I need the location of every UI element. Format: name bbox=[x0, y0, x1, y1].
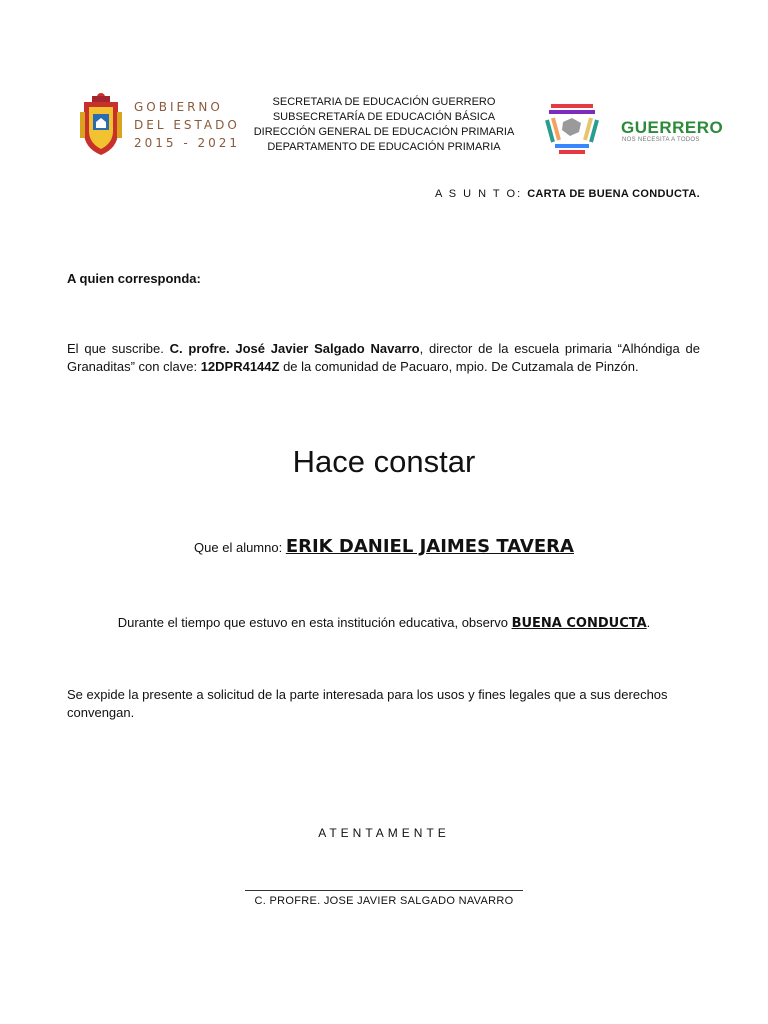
certificate-heading: Hace constar bbox=[292, 444, 476, 479]
greeting: A quien corresponda: bbox=[67, 271, 201, 286]
director-name: C. profre. José Javier Salgado Navarro bbox=[169, 341, 420, 356]
intro-text-1: El que suscribe. bbox=[67, 341, 170, 356]
header-line-direccion: DIRECCIÓN GENERAL DE EDUCACIÓN PRIMARIA bbox=[253, 126, 515, 138]
logo-text-years: 2015 - 2021 bbox=[134, 136, 241, 150]
student-line bbox=[0, 536, 768, 557]
conduct-statement bbox=[0, 615, 768, 631]
intro-text-2: , director de la escuela primaria “Alhóndiga de Granaditas” con clave: bbox=[67, 341, 701, 374]
state-coat-of-arms-icon bbox=[78, 92, 124, 156]
student-label: Que el alumno: bbox=[194, 540, 286, 555]
guerrero-brand-text: GUERRERO bbox=[621, 118, 724, 137]
intro-paragraph bbox=[67, 340, 700, 376]
guerrero-star-emblem-icon bbox=[543, 96, 601, 156]
logo-text-del-estado: DEL ESTADO bbox=[134, 118, 240, 132]
signature-line bbox=[245, 890, 523, 891]
subject-line bbox=[435, 188, 700, 200]
letterhead bbox=[238, 95, 530, 155]
intro-text-3: de la comunidad de Pacuaro, mpio. De Cutzamala de Pinzón. bbox=[279, 359, 639, 374]
guerrero-tagline: NOS NECESITA A TODOS bbox=[622, 137, 700, 143]
conduct-emphasis: BUENA CONDUCTA bbox=[511, 616, 647, 631]
subject-value: CARTA DE BUENA CONDUCTA. bbox=[527, 188, 700, 200]
student-name: ERIK DANIEL JAIMES TAVERA bbox=[285, 536, 574, 557]
closing-paragraph: Se expide la presente a solicitud de la parte interesada para los usos y fines legales que a sus derechos convengan. bbox=[67, 687, 668, 720]
header-line-subsecretaria: SUBSECRETARÍA DE EDUCACIÓN BÁSICA bbox=[272, 111, 496, 123]
conduct-period: . bbox=[646, 615, 651, 630]
subject-label: A S U N T O: bbox=[434, 188, 528, 200]
guerrero-logo bbox=[543, 96, 723, 156]
header-line-departamento: DEPARTAMENTO DE EDUCACIÓN PRIMARIA bbox=[267, 141, 501, 153]
closing-salutation: ATENTAMENTE bbox=[318, 826, 450, 840]
signatory-name: C. PROFRE. JOSE JAVIER SALGADO NAVARRO bbox=[254, 895, 514, 907]
school-code: 12DPR4144Z bbox=[200, 359, 280, 374]
conduct-text: Durante el tiempo que estuvo en esta institución educativa, observo bbox=[117, 615, 512, 630]
gobierno-estado-logo bbox=[78, 92, 241, 158]
header-line-secretaria: SECRETARIA DE EDUCACIÓN GUERRERO bbox=[272, 96, 496, 108]
logo-text-gobierno: GOBIERNO bbox=[134, 100, 223, 114]
